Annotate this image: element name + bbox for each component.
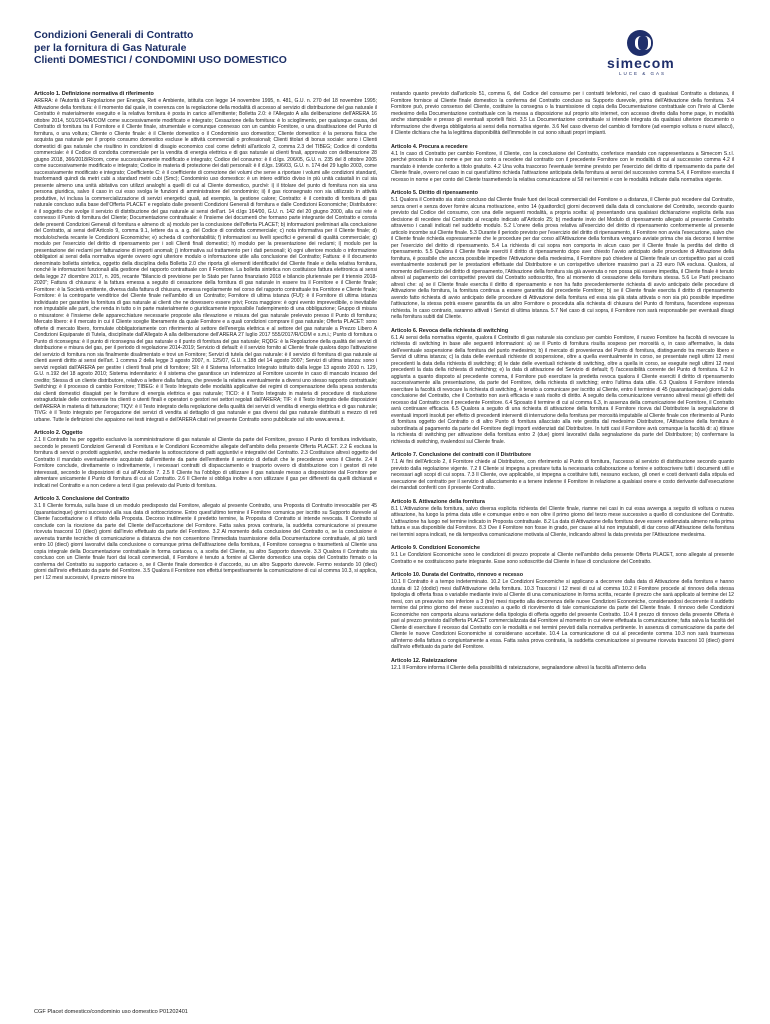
document-header — [34, 30, 739, 80]
article-heading: Articolo 1. Definizione normativa di riferimento — [34, 91, 154, 97]
article-body: ARERA: è l'Autorità di Regolazione per Energia, Reti e Ambiente, istituita con legge 14 novembre 1995, n. 481, G.U. n. 270 del 18 novembre 1995; Attivazione della fornitura: è il momento dal quale, in coerenza con la regolazione della modalità di accesso al servizio di distribuzione del gas naturale il Contratto è materialmente eseguito e la relativa fornitura è posta in carico all'emittente; Bolletta 2.0: è l'Allegato A alla deliberazione dell'ARERA 16 ottobre 2014, 501/2014/R/COM come successivamente modificato e integrato; Cessazione della fornitura: è lo scioglimento, per qualunque causa, del Contratto di fornitura tra il Fornitore e il Cliente finale, strumentale e comunque connesso con un cambio Fornitore, o una disattivazione del Punto di fornitura, o una voltura; Cliente o Cliente finale: è il Cliente domestico o il Condominio uso domestico; Cliente domestico: è la persona fisica che acquista gas naturale per il proprio consumo domestico escluse le attività commerciali o professionali; Clienti titolari di bonus sociale: sono i Clienti domestici di gas naturale che risultino in condizioni di disagio economico così come definiti all'articolo 2, comma 2.3 del TIBEG; Codice di condotta commerciale: è il Codice di condotta commerciale per la vendita di energia elettrica e di gas naturale ai clienti finali, approvato con deliberazione 28 giugno 2018, 366/2018/R/com, come successivamente modificato e integrato; Codice del consumo: è il d.lgs. 206/05, G.U. n. 235 del 8 ottobre 2005 come successivamente modificato e integrato; Codice in materia di protezione dei dati personali: è il d.lgs. 196/03, G.U. n. 174 del 29 luglio 2003, come successivamente modificato e integrato; Coefficiente C: è il coefficiente di correzione dei volumi che serve a riportare i volumi alle condizioni standard, trasformandi quindi da metri cubi a standard metri cubi (Smc); Condominio uso domestico: è un intero edificio diviso in più unità catastali in cui sia presente almeno una unità abitativa con utilizzi analoghi a quelli di cui al Cliente domestico, purché: i) il titolare del punto di fornitura non sia una persona giuridica, salvo il caso in cui esso svolga le funzioni di amministratore del condominio; ii) il gas riconsegnato non sia utilizzato in attività produttive, ivi inclusa la commercializzazione di servizi energetici quali, ad esempio, la gestione calore; Contratto: è il contratto di fornitura di gas naturale concluso sulla base dell'Offerta PLACET e regolato dalle presenti Condizioni Generali di fornitura e dalle Condizioni Economiche; Distributore: è il soggetto che svolge il servizio di distribuzione del gas naturale ai sensi dell'art. 14 d.lgs 164/00, G.U. n. 142 del 20 giugno 2000, alla cui rete è connesso il Punto di fornitura del Cliente; Documentazione contrattuale: è l'insieme dei documenti che formano parte integrante del Contratto e consta delle presenti Condizioni Generali di fornitura e almeno di: a) modulo per la conclusione dell'offerta PLACET; b) informazioni preliminari alla conclusione del Contratto, ai sensi dell'Articolo 9, comma 9.1, lettere da a. a g. del Codice di condotta commerciale; c) nota informativa per il Cliente finale; d) modulo/scheda recante le Condizioni Economiche; e) scheda di confrontabilità; f) informazioni su livelli specifici e generali di qualità commerciale; g) modulo per l'esercizio del diritto di ripensamento per i soli Clienti finali domestici; h) modulo per la presentazione dei reclami; i) modulo per la presentazione dei reclami per fatturazione di importi anomali; j) informativa sul trattamento per i dati personali; k) ogni ulteriore modulo o informazione obbligatori ai sensi della normativa vigente ovvero ogni ulteriore modulo o informazione utile alla conclusione del Contratto; Fattura: è il documento denominato bolletta sintetica, oggetto della disciplina della Bolletta 2.0 che riporta gli elementi identificativi del Cliente finale e della relativa fornitura, nonché le informazioni funzionali alla gestione del rapporto contrattuale con il Fornitore. La bolletta sintetica non costituisce fattura elettronica ai sensi della legge 27 dicembre 2017, n. 205, recante "Bilancio di previsione per lo Stato per l'anno finanziario 2018 e bilancio pluriennale per il triennio 2018-2020"; Fattura di chiusura: è la fattura emessa a seguito di cessazione della fornitura di gas naturale in essere tra il Fornitore e il Cliente finale; Fornitore: è la Società emittente, diversa dalla fattura di chiusura, emessa regolarmente nel corso del rapporto contrattuale tra Fornitore e Cliente finale; Fornitore: è la controparte venditrice del Cliente finale nell'ambito di un Contratto; Fornitore di ultima istanza (FUI): è il Fornitore di ultima istanza individuato per garantire la fornitura di gas naturale ai clienti che ne dovessero essere privi; Forza maggiore: è ogni evento imprevedibile, o inevitabile non imputabile alle parti, che renda in tutto o in parte materialmente o giuridicamente impossibile l'adempimento di una obbligazione; Gruppo di misura o misuratore: è l'insieme delle apparecchiature necessarie proposte alla rilevazione e misura del gas naturale prelevato presso il Punto di fornitura; Mercato libero: è il mercato in cui il Cliente sceglie liberamente da quale Fornitore e a quali condizioni comprare il gas naturale; Offerta PLACET: sono offerte di mercato libero, formulate obbligatoriamente con riferimento al settore dell'energia elettrica e al settore del gas naturale a Prezzo Libero A Condizioni Equiparate di Tutela, disciplinate dall'Allegato A alla deliberazione dell'ARERA 27 luglio 2017 555/2017/R/COM e s.m.i.; Punto di fornitura o Punto di riconsegna: è il punto di riconsegna del gas naturale o il punto di fornitura del gas naturale; RQDG: è la Regolazione della qualità dei servizi di distribuzione e misura del gas, per il periodo di regolazione 2014-2019; Servizio di default: è il servizio fornito al Cliente finale qualora dopo l'attivazione del servizio di fornitura non sia finalmente disalimentato e trovi un Fornitore; Servizi di tutela del gas naturale: è il servizio di fornitura di gas naturale ai clienti aventi diritto ai sensi dell'art. 1 comma 2 della legge 3 agosto 2007, n. 125/07, G.U. n.188 del 14 agosto 2007; Servizi di ultima istanza: sono i servizi regolati dall'ARERA per gestire i clienti finali privi di fornitore; SII: è il Sistema Informatico Integrato istituito dalla legge 13 agosto 2010 n. 129, G.U. n.192 del 18 agosto 2010; Sistema indennitario: è il sistema che garantisce un indennizzo al Fornitore uscente in caso di mancato incasso del credito; Stessa di un cliente distributore, relativo a lettere dalla fattura, che prevede la relativa eventualmente a diversi uno stesso rapporto contrattuale; Switching: è il processo di cambio Fornitore; TIBEG: è il Testo Integrato delle modalità applicative dei regimi di compensazione della spesa sostenuta dai clienti domestici disagiati per le forniture di energia elettrica e gas naturale; TICO: è il Testo Integrato in materia di procedure di risoluzione extragiudiziale delle controversie tra clienti o utenti finali e operatori o gestori nei settori regolati dall'ARERA; TIF: è il Testo Integrato delle disposizioni dell'ARERA in materia di fatturazione; TIQV: è il Testo integrato della regolazione della qualità dei servizi di vendita di energia elettrica e di gas naturale; TIVG: è il Testo integrato per l'erogazione dei servizi di vendita al dettaglio di gas naturale e gas diversi dal gas naturale distribuiti a mezzo di reti urbane. Tutte le definizioni che appaiono nei testi integrati e dell'ARERA citati nel presente Contratto sono pubblicate sul sito www.arera.it. — [34, 98, 377, 423]
article-heading: Articolo 8. Attivazione della fornitura — [391, 498, 485, 505]
simecom-flame-logo-icon — [627, 30, 653, 56]
article-heading: Articolo 9. Condizioni Economiche — [391, 545, 480, 551]
article-body: 4.1 In caso di Contratto per cambio Fornitore, il Cliente, con la conclusione del Contratto, conferisce mandato con rappresentanza a Simecom S.r.l. perché proceda in suo nome e per suo conto a recedere dal contratto con il precedente Fornitore con le modalità di cui al successivo comma 4.2 il mandato è intende conferito a titolo gratuito. 4.2 Una volta trascorso l'eventuale termine previsto per l'esercizio del diritto di ripensamento da parte del Cliente finale, ovvero nel caso in cui quest'ultimo richieda l'attivazione anticipata della fornitura ai sensi del successivo comma 5.4, il Fornitore esercita il recesso in nome e per conto del Cliente trasmettendo la relativa comunicazione al SII nei termini e con le modalità indicate dalla normativa vigente. — [391, 150, 734, 183]
right-column — [391, 91, 734, 989]
logo-name: simecom — [607, 55, 675, 71]
title-line: Condizioni Generali di Contratto — [34, 30, 194, 41]
article-heading: Articolo 6. Revoca della richiesta di switching — [391, 327, 509, 334]
article-heading: Articolo 4. Procura a recedere — [391, 143, 468, 150]
simecom-logo — [587, 30, 737, 80]
left-column — [34, 91, 377, 989]
article-heading: Articolo 10. Durata del Contratto, rinnovo e recesso — [391, 572, 524, 578]
article-body: 6.1 Ai sensi della normativa vigente, qualora il Contratto di gas naturale sia concluso per cambio Fornitore, il nuovo Fornitore ha facoltà di revocare la richiesta di switching in base alle seguenti informazioni: a) se il Punto di fornitura risulta sospeso per morosità o, in caso affermativo, la data dell'eventuale sospensione della fornitura del punto medesimo; b) il mercato di provenienza del Punto di fornitura, distinguendo tra mercato libero e Servizi di ultima istanza; c) la data delle eventuali richieste di sospensione, oltre a quella eventualmente in corso, se presentate negli ultimi 12 mesi precedenti la data della richiesta di switching; d) le date delle eventuali richieste di switching, oltre a quella in corso, se eseguite negli ultimi 12 mesi precedenti la data della richiesta di switching; e) la data di attivazione del Servizio di default; f) l'accessibilità corrente del Punto di fornitura. 6.2 In aggiunta a quanto disposto al precedente comma, il Fornitore può esercitare la predetta revoca qualora il Cliente eserciti il diritto di ripensamento successivamente alla presentazione, da parte del Fornitore, della richiesta di switching; entro l'ultima data utile. 6.3 Qualora il Fornitore intenda esercitare la facoltà di revocare la richiesta di switching, è tenuto a comunicare per iscritto al Cliente, entro il termine di 45 (quarantacinque) giorni dalla conclusione del Contratto, che il Contratto non avrà efficacia e sarà risolto di diritto. A seguito della comunicazione verranno altresì messi gli effetti del recesso dal Contratto con il precedente Fornitore. 6.4 Sposato il termine di cui al comma 6.3, in assenza della comunicazione del Fornitore, il Contratto avrà continuare efficacia. 6.5 Qualora a seguito di una richiesta di attivazione della fornitura il Fornitore riceva dal Distributore la segnalazione di eventuali importi insoluti per effetto di precedenti interventi di interruzione della fornitura per morosità imputabile al Cliente finale con riferimento al Punto di fornitura oggetto del Contratto o di altro Punto di fornitura allacciato alla rete gestita dal medesimo Distributore, l'Attivazione della fornitura è subordinata al pagamento da parte del Fornitore degli importi evidenziati dal Distributore. In tutti casi il Fornitore avrà comunque la facoltà di: a) ritirare la richiesta di switching per attivazione della fornitura entro 2 (due) giorni lavorativi dalla segnalazione da parte del Distributore; b) confermare la richiesta di switching, rivalendosi sul Cliente finale. — [391, 334, 734, 445]
article-body: restando quanto previsto dall'articolo 51, comma 6, del Codice del consumo per i contratti telefonici, nel caso di qualsiasi Contratto a distanza, il Fornitore fornisce al Cliente finale domestico la conferma del Contratto concluso su Supporto durevole, prima dell'Attivazione della fornitura. 3.4 Fornitore può, previo consenso del Cliente, costituire la consegna o la trasmissione di copia della Documentazione contrattuale con l'invio al Cliente medesimo della Documentazione contrattuale con la messa a disposizione sul proprio sito internet, con accesso diretto dalla home page, in modalità anche stampabile e presso gli eventuali sportelli fisici. 3.5 La Documentazione contrattuale si intende integrata da qualsiasi ulteriore documento o informazione che diverga obbligatoria ai sensi della normativa vigente. 3.6 Nel caso diverso del cambio di fornitore (ad esempio voltura o nuovi allacci), il Cliente dichiara che ha la legittima disponibilità dell'immobile in cui sono situati propri impianti. — [391, 91, 734, 136]
article-body: 5.1 Qualora il Contratto sia stato concluso dal Cliente finale fuori dei locali commerciali del Fornitore o a distanza, il Cliente può recedere dal Contratto, senza oneri e senza dover fornire alcuna motivazione, entro 14 (quattordici) giorni decorrenti dalla data di conclusione del Contratto, secondo quanto previsto dal Codice del consumo, con una delle seguenti modalità, a propria scelta: a) presentando una qualsiasi dichiarazione esplicita della sua decisione di recedere dal Contratto al recapito indicato all'Articolo 25; b) mediante invio del Modulo di ripensamento allegato al presente Contratto attraverso i canali indicati nel suddetto modulo. 5.2 L'onere della prova relativa all'esercizio del diritto di ripensamento conformemente al presente articolo incombe sul Cliente finale. 5.3 Durante il periodo previsto per l'esercizio del diritto di ripensamento, il Fornitore non avvia l'esecuzione, salvo che il Cliente finale richieda espressamente che le procedure per dar corso all'Attivazione della fornitura vengano avviate prima che sia decorso il termine per l'esercizio del diritto di ripensamento. 5.4 La richiesta di cui sopra non comporta in alcun caso per il Cliente finale la perdita del diritto di ripensamento. 5.5 Qualora il Cliente finale eserciti il diritto di ripensamento dopo aver chiesto l'avvio anticipato delle procedure di Attivazione della fornitura, è possibile che ancora possibile impedire l'Attivazione della medesima, il Fornitore può chiedere al Cliente finale un corrispettivo pari ai costi eventualmente sostenuti per le prestazioni effettuate dal Distributore e un corrispettivo ulteriore massimo pari a 23 euro IVA esclusa. Qualora, al momento dell'esercizio del diritto di ripensamento, l'Attivazione della fornitura sia già avvenuta o non possa più essere impedita, il Cliente finale è tenuto altresì al pagamento dei corrispettivi previsti dal Contratto sottoscritto, fino al momento di cessazione della fornitura stessa. 5.6 Le Parti precisano altresì che: a) se il Cliente finale esercita il diritto di ripensamento e non ha fatto precedentemente richiesta di avvio anticipato delle procedure di Attivazione della fornitura, la fornitura continua a essere garantita dal precedente Fornitore; b) se il Cliente finale esercita il diritto di ripensamento avendo fatto richiesta di avvio anticipato delle procedure di Attivazione della fornitura ed essa sia già stata attivata o non sia più possibile impedirne l'attivazione, la stessa potrà essere garantita da un altro Fornitore o proceduta alla richiesta di chiusura del Punto di fornitura, facendone espressa richiesta. In caso contrario, saranno attivati i Servizi di ultima istanza. 5.7 Nel caso di cui sopra, il Fornitore non sarà responsabile per eventuali disagi nella fornitura subiti dal Cliente. — [391, 197, 734, 320]
article-heading: Articolo 5. Diritto di ripensamento — [391, 190, 478, 196]
article-heading: Articolo 12. Rateizzazione — [391, 657, 458, 664]
title-line: per la fornitura di Gas Naturale — [34, 42, 187, 54]
article-body: 10.1 Il Contratto è a tempo indeterminato. 10.2 Le Condizioni Economiche si applicano a decorrere dalla data di Attivazione della fornitura e hanno durata di 12 (dodici) mesi dall'Attivazione della fornitura. 10.3 Trascorsi i 12 mesi di cui al comma 10.2 il Fornitore procede al rinnovo della stessa tipologia di offerta fissa o variabile mediante invio al Cliente di una comunicazione in forma scritta, recante il prezzo che sarà applicato al termine dei 12 mesi, con un preavviso non inferiore a 3 (tre) mesi rispetto alla decorrenza delle nuove Condizioni Economiche, considerandosi decorrente il suddetto termine dal primo giorno del mese successivo a quello di ricevimento di tale comunicazione da parte del Cliente finale. Il rinnovo delle Condizioni Economiche non comporta alcuna variazione della tipologia di offerta oggetto del presente Contratto. 10.4 Il prezzo di rinnovo della presente Offerta è pari al prezzo previsto dall'offerta PLACET commercializzata dal Fornitore al momento in cui viene effettuata la comunicazione; fatta salva la facoltà del Cliente di esercitare il recesso dal Contratto con le modalità e nei termini previsti dalla normativa pertinente. In assenza di comunicazione da parte del Cliente le nuove Condizioni Economiche si considerano accettate. 10.4 La comunicazione di cui al precedente comma 10.3 non sarà trasmessa all'interno della fattura o congiuntamente a essa. Fatta salva prova contraria, la suddetta comunicazione si presume ricevuta trascorsi 10 (dieci) giorni dall'invio effettuato da parte del Fornitore. — [391, 579, 734, 650]
article-body: 3.1 Il Cliente formula, sulla base di un modulo predisposto dal Fornitore, allegato al presente Contratto, una Proposta di Contratto irrevocabile per 45 (quarantacinque) giorni successivi alla sua data di sottoscrizione. Entro quest'ultimo termine il Fornitore comunica per iscritto su Supporto durevole al Cliente l'accettazione o il rifiuto della Proposta. Decorso inutilmente il predetto termine, la Proposta di Contratto si intende revocata. Il Contratto si conclude con la ricezione da parte del Cliente dell'accettazione del Fornitore. Fatta salva prova contraria, la suddetta comunicazione si presume ricevuta trascorsi 10 (dieci) giorni dall'invio effettuato da parte del Fornitore. 3.2 Al momento della conclusione del Contratto o, se la conclusione è avvenuta tramite tecniche di comunicazione a distanza che non consentono l'immediata trasmissione della Documentazione contrattuale, al più tardi entro 10 (dieci) giorni lavorativi dalla conclusione o comunque prima dell'attivazione della fornitura, il Fornitore consegna o trasmetterà al Cliente una copia integrale della Documentazione contrattuale in forma cartacea o, a scelta del Cliente, su altro Supporto durevole. 3.3 Qualora il Contratto sia concluso con un Cliente finale fuori dai locali commerciali, il Fornitore è tenuto a fornire al Cliente domestico una copia del Contratto firmato o la conferma del Contratto su supporto cartaceo o, se il Cliente finale domestico è d'accordo, su un altro Supporto durevole. Fermo restando 10 (dieci) giorni dall'invio effettuato da parte del Fornitore. 3.5 Qualora il Fornitore non effettui tempestivamente la comunicazione di cui al comma 10.3, si applica, per i 12 mesi successivi, il prezzo minore tra — [34, 503, 377, 581]
document-title — [34, 30, 287, 68]
article-body: 2.1 Il Contratto ha per oggetto esclusivo la somministrazione di gas naturale al Cliente da parte del Fornitore, presso il Punto di fornitura individuato, secondo le presenti Condizioni Generali di Fornitura e le Condizioni Economiche allegate dell'ambito della presente Offerta PLACET. 2.2 È esclusa la fornitura di servizi o prodotti aggiuntivi, anche mediante la sottoscrizione di patti aggiuntivi e integrativi del Contratto. 2.3 Costituisce altresì oggetto del Contratto il mandato eventualmente acquistato dall'emittente da parte dell'emittente il servizio di default che le precedenze verso il Cliente. 2.4 Il Fornitore conclude, direttamente o indirettamente, i necessari contratti di dispacciamento e trasporto ovvero di distribuzione con i gestori di rete interessati, secondo le disposizioni di cui all'Articolo 7. 2.5 Il Cliente ha l'obbligo di utilizzare il gas naturale messo a disposizione dal Fornitore per alimentare unicamente il Punto di fornitura di cui al Contratto. 2.6 Il Cliente si obbliga inoltre a non utilizzare il gas per differenti da quelli dichiarati e indicati nel Contratto e a non cedere a terzi il gas prelevato dal Punto di fornitura. — [34, 437, 377, 489]
page-footer: CGF Placet domestico/condominio uso domestico P01202401 — [34, 1009, 188, 1015]
title-line: Clienti DOMESTICI / CONDOMINI USO DOMESTICO — [34, 55, 287, 66]
article-heading: Articolo 3. Conclusione del Contratto — [34, 496, 130, 502]
article-body: 7.1 Ai fini dell'Articolo 2, il Fornitore chiede al Distributore, con riferimento al Punto di fornitura, l'accesso al servizio di distribuzione secondo quanto previsto dalla regolazione vigente. 7.2 Il Cliente si impegna a prestare tutta la necessaria collaborazione a fornire e sottoscrivere tutti i documenti utili e necessari agli scopi di cui sopra. 7.3 Il Cliente, ove applicabile, si impegna a costituire tutti, nessuno escluso, gli oneri e costi derivanti dalla stipula ed esecuzione del contratto per il servizio di allacciamento e a tenere indenne il Fornitore in relazione a qualsiasi onere e costo derivante dall'esecuzione dei mandati conferiti con il presente Contratto. — [391, 459, 734, 491]
logo-subtext: LUCE & GAS — [619, 71, 667, 76]
article-heading: Articolo 2. Oggetto — [34, 430, 83, 436]
article-heading: Articolo 7. Conclusione dei contratti con il Distributore — [391, 452, 532, 458]
article-body: 12.1 Il Fornitore informa il Cliente della possibilità di rateizzazione, segnalandone altresì la facoltà all'interno della — [391, 664, 646, 671]
article-body: 9.1 Le Condizioni Economiche sono le condizioni di prezzo proposte al Cliente nell'ambito della presente Offerta PLACET, sono allegate al presente Contratto e ne costituiscono parte integrante. Esse sono sottoscritte dal Cliente in fase di conclusione del Contratto. — [391, 552, 734, 565]
article-body: 8.1 L'Attivazione della fornitura, salvo diversa esplicita richiesta del Cliente finale, riamne nei casi in cui essa avvenga a seguito di voltura o nuova attivazione, ha luogo la prima data utile e comunque entro e non oltre il primo giorno del terzo mese successivo a quello di conclusione del Contratto. L'attivazione ha luogo nel termine indicato in Proposta contrattuale. 8.2 La data di Attivazione della fornitura deve essere evidenziata almeno nella prima fattura e sua disponibile dal Fornitore. 8.3 Ove il Fornitore non fosse in grado, per cause al lui non imputabili, di dar corso all'Attivazione della fornitura nei termini sopra indicati, ne dà tempestiva comunicazione motivata al Cliente, indicando altresì la data prevista per l'Attivazione medesima. — [391, 505, 734, 538]
